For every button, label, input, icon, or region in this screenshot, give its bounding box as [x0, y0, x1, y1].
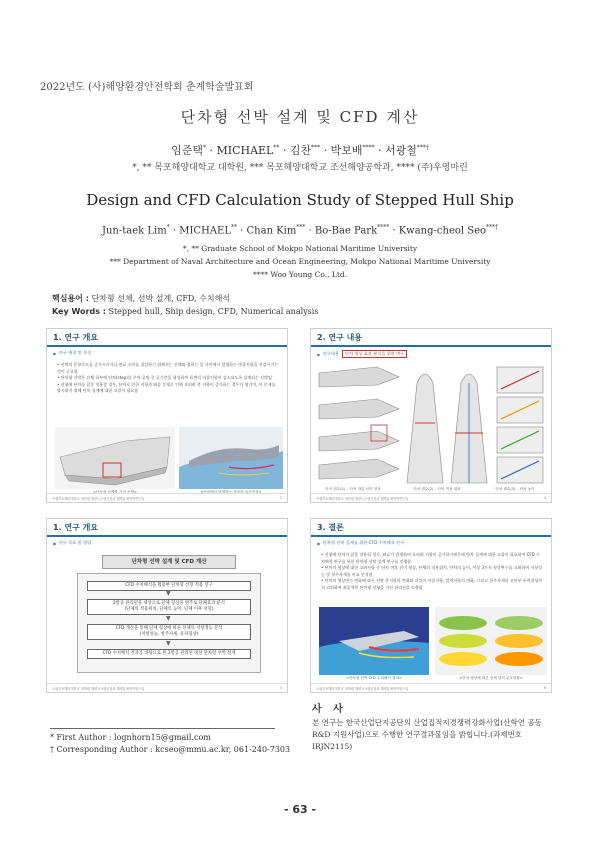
- author-separator: ·: [236, 225, 247, 237]
- flow-step-4: CFD 수치해석 결과를 바탕으로 한 2항공 관리된 대상 단차형 선박 설계: [87, 649, 251, 659]
- author-name: Kwang-cheol Seo: [398, 225, 487, 237]
- pressure-distribution-image: [435, 607, 547, 675]
- conference-header: 2022년도 (사)해양환경안전학회 춘계학술발표회: [40, 82, 254, 93]
- arrow-down-icon: ▼: [166, 590, 171, 597]
- slide-footer: 국립목포해양대학교 대학원 해양시스템공학과 해양유체역학연구실 4: [311, 493, 551, 502]
- page-number: - 63 -: [283, 803, 317, 816]
- acknowledgement-body: 본 연구는 한국산업단지공단의 산업집적지경쟁력강화사업(산학연 공동 R&D 지원사업)으로 수행한 연구결과물임을 밝힙니다.(과제번호 IRJN2115): [312, 718, 542, 751]
- caption-variable-2: 단차 변수(2) – 단차 적용 위치: [413, 487, 461, 491]
- affiliation-korean: *, ** 목포해양대학교 대학원, *** 목포해양대학교 조선해양공학과, **** (주)우영마린: [132, 163, 468, 173]
- variable-tag: 단차 형상 효과 분석을 위한 변수: [342, 350, 407, 358]
- author-mark: **: [273, 144, 280, 152]
- flow-step-3: CFD 계산을 통해 단체 형상에 따른 선체의 저항정능 분석 (저항성능, 항주자세, 유파형상): [87, 624, 251, 640]
- caption-variable-3: 단차 변수(3) – 단차 높이: [495, 487, 535, 491]
- slide-subtitle: ▪ 연구 배경 및 목적: [53, 350, 92, 356]
- authors-english: [0, 224, 600, 236]
- step-flow-simulation-image: [179, 427, 283, 489]
- slide-research-content: [310, 328, 552, 503]
- caption-right: <단차에서 발생하는 작용한 유동현상>: [200, 490, 262, 494]
- authors-korean: [0, 142, 600, 158]
- author-mark: ***: [296, 224, 306, 231]
- flow-step-2: 2항공 관리된을 대상으로 단체 형상을 변주로 단체효과 분석 (단체의 적용위치, 단체의 높이, 단체 이후 선형): [87, 599, 251, 615]
- author-mark: ***: [311, 144, 321, 152]
- arrow-down-icon: ▼: [166, 640, 171, 647]
- slide-subtitle: ▪ 연구 목표 및 방법: [53, 540, 92, 546]
- slide-title: 1. 연구 개요: [47, 329, 287, 347]
- author-name: 임준택: [171, 144, 203, 157]
- slide-title: 3. 결론: [311, 519, 551, 537]
- slide-footer: 국립목포해양대학교 대학원 해양시스템공학과 해양유체역학연구실 2: [47, 493, 287, 502]
- caption-right: <단차 형상에 따른 선체 압력 분포현황>: [459, 676, 523, 680]
- keywords-korean-text: 단차형 선체, 선박 설계, CFD, 수치해석: [91, 294, 231, 303]
- keywords-korean-label: 핵심용어 :: [52, 294, 89, 303]
- author-name: MICHAEL: [179, 225, 231, 237]
- author-name: Chan Kim: [246, 225, 297, 237]
- arrow-down-icon: ▼: [166, 615, 171, 622]
- footnote-divider: [50, 728, 275, 729]
- author-mark: ***†: [486, 224, 499, 231]
- acknowledgement-title: 사 사: [312, 704, 347, 715]
- author-mark: *: [166, 224, 170, 231]
- author-separator: ·: [205, 144, 217, 157]
- slide-subtitle: ▪ 연구내용 단차 형상 효과 분석을 위한 변수: [317, 350, 545, 358]
- author-separator: ·: [374, 144, 386, 157]
- author-separator: ·: [305, 225, 315, 237]
- author-name: Jun-taek Lim: [101, 225, 167, 237]
- keywords-english: [52, 307, 318, 316]
- keywords-english-text: Stepped hull, Ship design, CFD, Numerical analysis: [108, 307, 319, 316]
- slide-bullets: • 선박의 운항속도를 증가시키거나 연료 소비를 절감하기 위해서는 선체와 접하는 물 사이에서 발생하는 마찰저항을 저감시키는 것이 중요함 • 단차형 선박은 선체 하부에 단차(step)를 주어 공팅 중 공기층을 형성하여 표면의 마찰저항이 감소되도록 설계되는 선박임 • 선형에 단차를 잘못 적용할 경우, 단차로 인한 저항과 와류 문제로 인해 오히려 총 저항이 증가하는 경우가 생기며, 이 문제를 방지하기 위해 단차 설계에 대한 고찰이 필요함: [57, 362, 279, 395]
- affiliation-english-1: *, ** Graduate School of Mokpo National Maritime University: [182, 244, 418, 253]
- slide-research-goals: [46, 518, 288, 693]
- author-separator: ·: [169, 225, 180, 237]
- slide-title: 1. 연구 개요: [47, 519, 287, 537]
- author-mark: ****: [377, 224, 390, 231]
- slide-subtitle: ▪ 단차형 선박 설계를 위한 CFD 수치해석 연구: [317, 540, 405, 546]
- slide-bullets: • 선형에 단차가 잘못 적용될 경우, 와류가 발생하여 오히려 저항이 증가하기때문에 단차 설계에 대한 고찰이 필요하여 CFD 수치해석 연구를 통한 단차형 선박 설계 연구를 진행함 • 단차의 형상에 대한 고려사항 중 단차 이후 선미 형상, 단체의 적용위치, 단차의 높이, 이상 3가지 형상변수를 고려하여 저항성능 및 항주자세를 비교 분석함 • 단차의 형상변수 변화에 따른 선박 총저항의 변화와 더불어 마찰저항, 압력저항의 변화, 그리고 항주자세의 선미부 부력점성까지 고려하여 최종적인 단차형 선형을 가진 관리선을 도출함: [321, 552, 543, 591]
- author-name: 김찬: [289, 144, 312, 157]
- title-english: Design and CFD Calculation Study of Stepped Hull Ship: [86, 191, 514, 209]
- hull-variants-diagram: [317, 363, 547, 488]
- author-name: Bo-Bae Park: [314, 225, 378, 237]
- slide-conclusion: [310, 518, 552, 693]
- author-separator: ·: [279, 144, 290, 157]
- footnotes: [50, 732, 290, 756]
- keywords-english-label: Key Words :: [52, 307, 106, 316]
- footnote-corresponding-author: † Corresponding Author : kcseo@mmu.ac.kr, 061-240-7303: [50, 745, 291, 754]
- author-mark: ****: [362, 144, 375, 152]
- slide-research-overview: [46, 328, 288, 503]
- stepped-hull-ship-image: [55, 427, 175, 489]
- author-mark: *: [202, 144, 206, 152]
- caption-left: <단차형 선체를 가진 선박>: [92, 490, 138, 494]
- affiliation-english-2: *** Department of Naval Architecture and Ocean Engineering, Mokpo National Maritime University: [109, 257, 491, 266]
- title-korean: 단차형 선박 설계 및 CFD 계산: [180, 108, 420, 126]
- author-name: 박보배: [330, 144, 363, 157]
- affiliation-english-3: **** Woo Young Co., Ltd.: [252, 270, 348, 279]
- flow-step-1: CFD 수치해석을 활용한 단차형 선형 적용 연구: [87, 581, 251, 591]
- keywords-korean: [52, 293, 230, 304]
- slide-title: 2. 연구 내용: [311, 329, 551, 347]
- cfd-result-image: [319, 607, 429, 675]
- author-name: MICHAEL: [216, 144, 274, 157]
- slide-footer: 국립목포해양대학교 대학원 해양시스템공학과 해양유체역학연구실 6: [311, 683, 551, 692]
- footnote-first-author: * First Author : lognhorn15@gmail.com: [50, 733, 211, 742]
- author-mark: ***†: [416, 144, 429, 152]
- caption-left: <단차형 선박 CFD 수치해석 결과>: [345, 676, 403, 680]
- author-mark: **: [230, 224, 237, 231]
- slide-footer: 국립목포해양대학교 대학원 해양시스템공학과 해양유체역학연구실 3: [47, 683, 287, 692]
- author-name: 서광철: [385, 144, 417, 157]
- caption-variable-1: 단차 변수(1) – 단차 하류 선미 형상: [325, 487, 381, 491]
- author-separator: ·: [320, 144, 331, 157]
- flow-title: 단차형 선박 설계 및 CFD 계산: [102, 555, 236, 569]
- author-separator: ·: [389, 225, 399, 237]
